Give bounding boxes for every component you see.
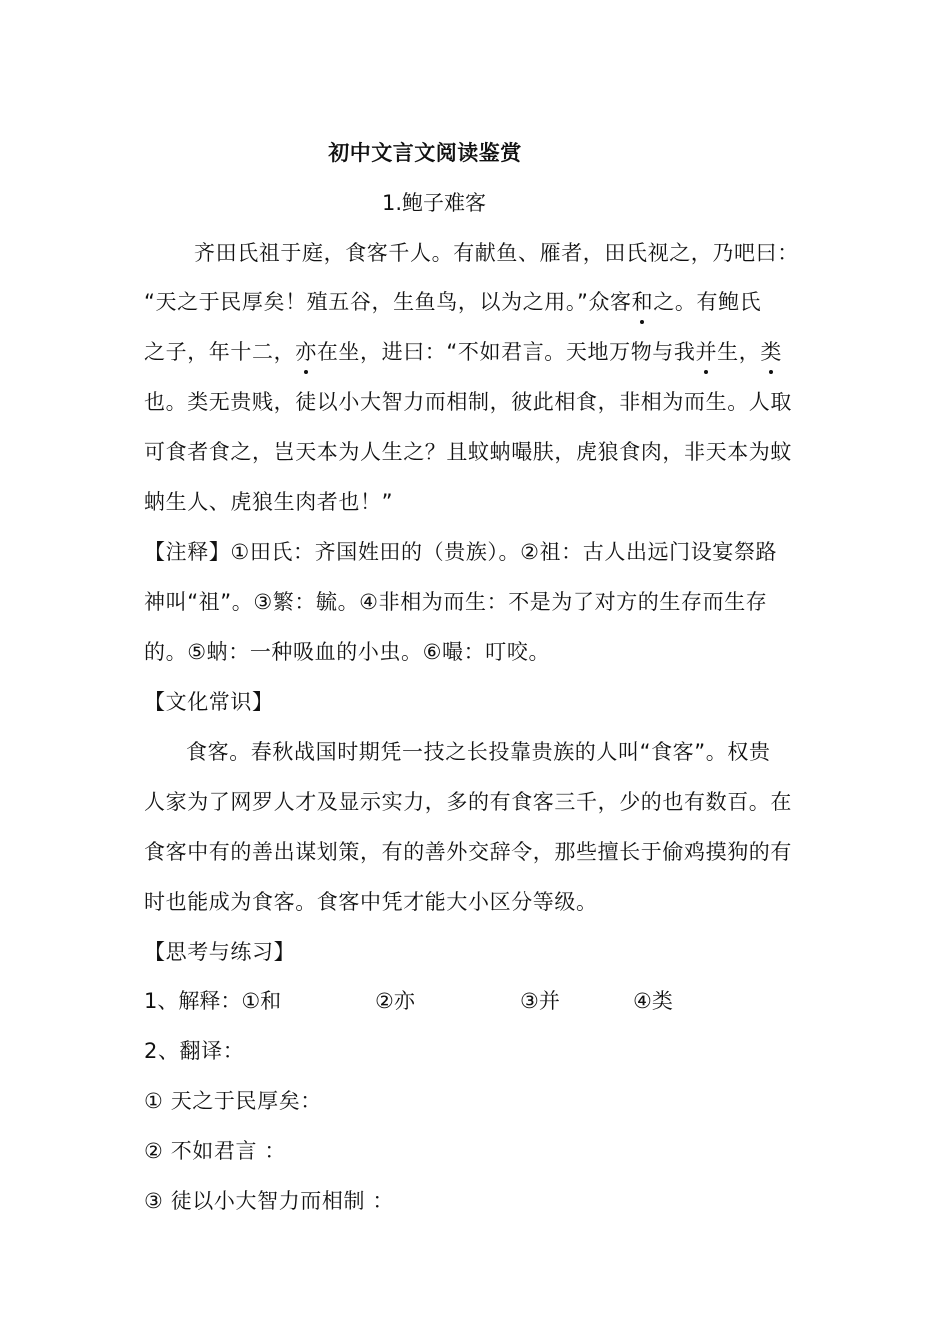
passage-line: 也。类无贵贱，徒以小大智力而相制，彼此相食，非相为而生。人取 bbox=[144, 390, 792, 414]
culture-line: 食客中有的善出谋划策，有的善外交辞令，那些擅长于偷鸡摸狗的有 bbox=[144, 840, 792, 864]
question-1-item: ③并 bbox=[520, 989, 560, 1013]
passage-text: 生， bbox=[717, 340, 761, 364]
passage-line: 可食者食之，岂天本为人生之？且蚊蚋嘬肤，虎狼食肉，非天本为蚊 bbox=[144, 440, 792, 464]
notes-line: 【注释】①田氏：齐国姓田的（贵族）。②祖：古人出远门设宴祭路 bbox=[144, 540, 778, 564]
translation-item: ③ 徒以小大智力而相制 ： bbox=[144, 1189, 394, 1213]
notes-line: 的。⑤蚋：一种吸血的小虫。⑥嘬：叮咬。 bbox=[144, 640, 551, 664]
culture-line: 食客。春秋战国时期凭一技之长投靠贵族的人叫“食客”。权贵 bbox=[186, 740, 771, 764]
emphasized-char: 类 bbox=[760, 336, 782, 366]
passage-text: 之。有鲍氏 bbox=[653, 290, 762, 314]
question-1-item: ②亦 bbox=[375, 989, 415, 1013]
passage-text: 之子，年十二， bbox=[144, 340, 296, 364]
page-title: 初中文言文阅读鉴赏 bbox=[328, 141, 522, 165]
emphasized-char: 并 bbox=[696, 336, 718, 366]
culture-line: 人家为了网罗人才及显示实力，多的有食客三千，少的也有数百。在 bbox=[144, 790, 792, 814]
passage-line: 齐田氏祖于庭，食客千人。有献鱼、雁者，田氏视之，乃吧曰： bbox=[194, 241, 799, 265]
question-2-label: 2、翻译： bbox=[144, 1039, 245, 1063]
translation-item: ① 天之于民厚矣： bbox=[144, 1089, 322, 1113]
notes-line: 神叫“祖”。③繁：毓。④非相为而生：不是为了对方的生存而生存 bbox=[144, 590, 768, 614]
culture-line: 时也能成为食客。食客中凭才能大小区分等级。 bbox=[144, 890, 598, 914]
passage-line: 蚋生人、虎狼生肉者也！” bbox=[144, 490, 394, 514]
passage-text: 在坐，进曰：“不如君言。天地万物与我 bbox=[316, 340, 696, 364]
article-title: 1.鲍子难客 bbox=[381, 191, 487, 215]
section-heading: 【思考与练习】 bbox=[144, 940, 296, 964]
emphasized-char: 和 bbox=[632, 286, 654, 316]
question-1-item: ④类 bbox=[633, 989, 673, 1013]
emphasized-char: 亦 bbox=[295, 336, 317, 366]
passage-text: “天之于民厚矣！殖五谷，生鱼鸟，以为之用。”众客 bbox=[144, 290, 632, 314]
passage-line bbox=[144, 286, 761, 316]
passage-line bbox=[144, 336, 782, 366]
question-1-label: 1、解释：①和 bbox=[144, 989, 282, 1013]
section-heading: 【文化常识】 bbox=[144, 690, 274, 714]
translation-item: ② 不如君言 ： bbox=[144, 1139, 286, 1163]
